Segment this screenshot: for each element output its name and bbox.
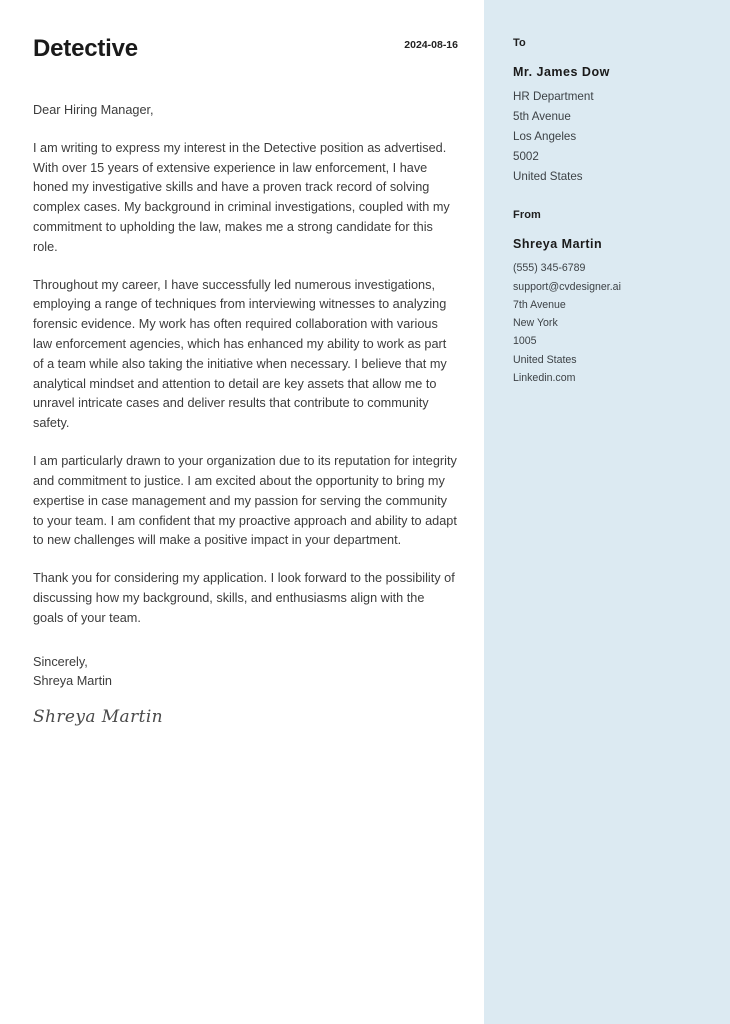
closing-name: Shreya Martin — [33, 674, 112, 689]
recipient-section — [513, 37, 710, 186]
sender-phone: (555) 345-6789 — [513, 262, 586, 275]
sender-line: United States — [513, 353, 577, 366]
recipient-line: United States — [513, 169, 583, 183]
sender-linkedin-link[interactable]: Linkedin.com — [513, 372, 576, 385]
letter-paragraph-1: I am writing to express my interest in the Detective position as advertised. With over 15 years of extensive experience in law enforcement, I have honed my investigative skills and have a proven track record of solving complex cases. My background in criminal investigations, coupled with my commitment to upholding the law, makes me a strong candidate for this role. — [33, 140, 450, 254]
sender-line: 1005 — [513, 335, 537, 348]
sender-line: 7th Avenue — [513, 298, 566, 311]
page-title: Detective — [33, 35, 138, 62]
sender-line: New York — [513, 317, 558, 330]
sender-name: Shreya Martin — [513, 237, 603, 252]
recipient-line: Los Angeles — [513, 129, 577, 143]
sender-heading: From — [513, 209, 541, 222]
sender-email[interactable]: support@cvdesigner.ai — [513, 280, 621, 293]
letter-paragraph-2: Throughout my career, I have successfully led numerous investigations, employing a range of techniques from interviewing witnesses to analyzing forensic evidence. My work has often required collaboration with various law enforcement agencies, which has enhanced my ability to work as part of a team while also taking the initiative when necessary. I believe that my analytical mindset and attention to detail are key assets that allow me to unravel intricate cases and deliver results that contribute to community safety. — [33, 277, 447, 431]
letter-date: 2024-08-16 — [404, 39, 458, 51]
contact-sidebar — [484, 0, 730, 1024]
recipient-heading: To — [513, 37, 526, 49]
closing-salutation: Sincerely, — [33, 654, 88, 669]
letter-closing — [33, 653, 458, 693]
recipient-name: Mr. James Dow — [513, 65, 610, 79]
recipient-line: HR Department — [513, 89, 594, 103]
recipient-line: 5002 — [513, 149, 539, 163]
letter-header — [33, 33, 458, 75]
salutation: Dear Hiring Manager, — [33, 103, 154, 117]
letter-paragraph-3: I am particularly drawn to your organization due to its reputation for integrity and commitment to justice. I am excited about the opportunity to bring my expertise in case management and my passion for serving the community to your team. I am confident that my proactive approach and ability to adapt to new challenges will make a positive impact in your department. — [33, 454, 457, 548]
letter-paragraph-4: Thank you for considering my application. I look forward to the possibility of discussing how my background, skills, and enthusiasms align with the goals of your team. — [33, 571, 455, 625]
recipient-line: 5th Avenue — [513, 109, 571, 123]
signature: Shreya Martin — [33, 707, 164, 728]
sender-section — [513, 209, 710, 387]
